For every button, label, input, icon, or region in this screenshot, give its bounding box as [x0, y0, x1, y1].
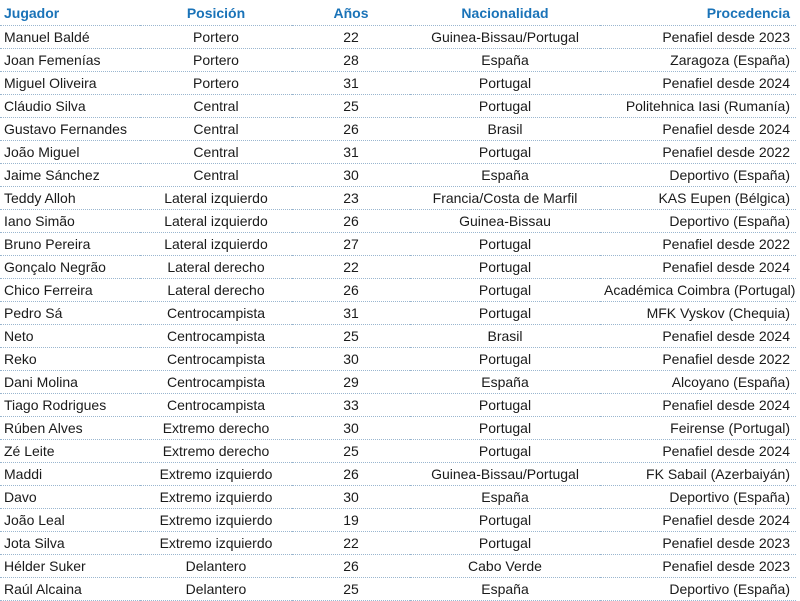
- table-row: [0, 233, 796, 256]
- cell-jugador: Chico Ferreira: [0, 279, 140, 302]
- cell-anos: 22: [292, 26, 410, 49]
- table-row: [0, 26, 796, 49]
- cell-procedencia: FK Sabail (Azerbaiyán): [600, 463, 796, 486]
- table-row: [0, 509, 796, 532]
- cell-procedencia: Politehnica Iasi (Rumanía): [600, 95, 796, 118]
- cell-jugador: Tiago Rodrigues: [0, 394, 140, 417]
- cell-anos: 31: [292, 141, 410, 164]
- cell-procedencia: Penafiel desde 2022: [600, 233, 796, 256]
- table-row: [0, 555, 796, 578]
- cell-nacionalidad: Portugal: [410, 532, 600, 555]
- cell-nacionalidad: Brasil: [410, 325, 600, 348]
- cell-posicion: Extremo izquierdo: [140, 463, 292, 486]
- cell-procedencia: Zaragoza (España): [600, 49, 796, 72]
- cell-anos: 19: [292, 509, 410, 532]
- cell-procedencia: Penafiel desde 2024: [600, 440, 796, 463]
- cell-nacionalidad: Portugal: [410, 141, 600, 164]
- cell-nacionalidad: España: [410, 49, 600, 72]
- cell-procedencia: Penafiel desde 2024: [600, 256, 796, 279]
- cell-jugador: Miguel Oliveira: [0, 72, 140, 95]
- cell-procedencia: Penafiel desde 2024: [600, 394, 796, 417]
- cell-nacionalidad: Portugal: [410, 394, 600, 417]
- cell-posicion: Extremo izquierdo: [140, 486, 292, 509]
- cell-nacionalidad: Portugal: [410, 348, 600, 371]
- cell-jugador: Cláudio Silva: [0, 95, 140, 118]
- cell-nacionalidad: España: [410, 371, 600, 394]
- cell-jugador: Neto: [0, 325, 140, 348]
- cell-posicion: Central: [140, 164, 292, 187]
- cell-nacionalidad: Francia/Costa de Marfil: [410, 187, 600, 210]
- cell-procedencia: Penafiel desde 2022: [600, 141, 796, 164]
- cell-anos: 22: [292, 532, 410, 555]
- cell-posicion: Extremo derecho: [140, 440, 292, 463]
- cell-jugador: Zé Leite: [0, 440, 140, 463]
- cell-nacionalidad: España: [410, 164, 600, 187]
- table-row: [0, 279, 796, 302]
- cell-anos: 28: [292, 49, 410, 72]
- cell-anos: 26: [292, 210, 410, 233]
- cell-nacionalidad: Portugal: [410, 72, 600, 95]
- cell-posicion: Delantero: [140, 555, 292, 578]
- header-posicion: Posición: [140, 0, 292, 26]
- table-row: [0, 325, 796, 348]
- table-header: [0, 0, 796, 26]
- cell-anos: 26: [292, 279, 410, 302]
- table-row: [0, 256, 796, 279]
- table-body: [0, 26, 796, 601]
- cell-anos: 23: [292, 187, 410, 210]
- table-row: [0, 49, 796, 72]
- cell-procedencia: Académica Coimbra (Portugal): [600, 279, 796, 302]
- header-procedencia: Procedencia: [600, 0, 796, 26]
- cell-posicion: Centrocampista: [140, 302, 292, 325]
- table-row: [0, 417, 796, 440]
- cell-nacionalidad: Portugal: [410, 509, 600, 532]
- cell-anos: 25: [292, 325, 410, 348]
- cell-procedencia: Deportivo (España): [600, 578, 796, 601]
- cell-procedencia: Deportivo (España): [600, 210, 796, 233]
- table-row: [0, 440, 796, 463]
- cell-anos: 26: [292, 463, 410, 486]
- table-row: [0, 578, 796, 601]
- cell-jugador: Manuel Baldé: [0, 26, 140, 49]
- cell-procedencia: Penafiel desde 2022: [600, 348, 796, 371]
- cell-anos: 25: [292, 95, 410, 118]
- cell-jugador: Gonçalo Negrão: [0, 256, 140, 279]
- table-row: [0, 463, 796, 486]
- cell-posicion: Lateral izquierdo: [140, 233, 292, 256]
- cell-jugador: João Miguel: [0, 141, 140, 164]
- cell-jugador: Gustavo Fernandes: [0, 118, 140, 141]
- cell-anos: 27: [292, 233, 410, 256]
- cell-posicion: Central: [140, 95, 292, 118]
- cell-jugador: Jaime Sánchez: [0, 164, 140, 187]
- table-row: [0, 118, 796, 141]
- cell-nacionalidad: Portugal: [410, 440, 600, 463]
- cell-anos: 22: [292, 256, 410, 279]
- cell-posicion: Central: [140, 141, 292, 164]
- cell-posicion: Extremo izquierdo: [140, 509, 292, 532]
- cell-anos: 31: [292, 72, 410, 95]
- cell-posicion: Centrocampista: [140, 371, 292, 394]
- cell-procedencia: Deportivo (España): [600, 164, 796, 187]
- cell-posicion: Lateral izquierdo: [140, 187, 292, 210]
- cell-nacionalidad: Brasil: [410, 118, 600, 141]
- cell-anos: 25: [292, 578, 410, 601]
- table-row: [0, 348, 796, 371]
- cell-anos: 26: [292, 555, 410, 578]
- cell-jugador: Pedro Sá: [0, 302, 140, 325]
- header-nacionalidad: Nacionalidad: [410, 0, 600, 26]
- cell-procedencia: Penafiel desde 2023: [600, 555, 796, 578]
- cell-posicion: Centrocampista: [140, 394, 292, 417]
- cell-jugador: João Leal: [0, 509, 140, 532]
- table-row: [0, 95, 796, 118]
- header-row: [0, 0, 796, 26]
- cell-nacionalidad: España: [410, 578, 600, 601]
- cell-procedencia: Penafiel desde 2024: [600, 509, 796, 532]
- table-row: [0, 187, 796, 210]
- cell-nacionalidad: Portugal: [410, 95, 600, 118]
- cell-posicion: Central: [140, 118, 292, 141]
- cell-jugador: Iano Simão: [0, 210, 140, 233]
- cell-procedencia: KAS Eupen (Bélgica): [600, 187, 796, 210]
- cell-jugador: Bruno Pereira: [0, 233, 140, 256]
- cell-procedencia: Alcoyano (España): [600, 371, 796, 394]
- cell-jugador: Reko: [0, 348, 140, 371]
- cell-procedencia: Deportivo (España): [600, 486, 796, 509]
- cell-anos: 33: [292, 394, 410, 417]
- cell-nacionalidad: Guinea-Bissau: [410, 210, 600, 233]
- table-row: [0, 486, 796, 509]
- cell-jugador: Maddi: [0, 463, 140, 486]
- cell-posicion: Portero: [140, 49, 292, 72]
- header-anos: Años: [292, 0, 410, 26]
- cell-anos: 30: [292, 486, 410, 509]
- cell-procedencia: Penafiel desde 2024: [600, 325, 796, 348]
- cell-anos: 31: [292, 302, 410, 325]
- cell-posicion: Lateral derecho: [140, 256, 292, 279]
- cell-nacionalidad: Guinea-Bissau/Portugal: [410, 463, 600, 486]
- cell-anos: 25: [292, 440, 410, 463]
- cell-anos: 29: [292, 371, 410, 394]
- cell-anos: 30: [292, 417, 410, 440]
- table-row: [0, 532, 796, 555]
- cell-procedencia: MFK Vyskov (Chequia): [600, 302, 796, 325]
- cell-anos: 30: [292, 348, 410, 371]
- cell-posicion: Centrocampista: [140, 325, 292, 348]
- cell-posicion: Extremo derecho: [140, 417, 292, 440]
- cell-nacionalidad: Portugal: [410, 256, 600, 279]
- table-row: [0, 72, 796, 95]
- cell-posicion: Portero: [140, 26, 292, 49]
- cell-posicion: Delantero: [140, 578, 292, 601]
- cell-jugador: Hélder Suker: [0, 555, 140, 578]
- cell-procedencia: Penafiel desde 2023: [600, 532, 796, 555]
- table-row: [0, 141, 796, 164]
- cell-nacionalidad: Cabo Verde: [410, 555, 600, 578]
- table-row: [0, 394, 796, 417]
- cell-nacionalidad: Guinea-Bissau/Portugal: [410, 26, 600, 49]
- cell-posicion: Portero: [140, 72, 292, 95]
- cell-jugador: Dani Molina: [0, 371, 140, 394]
- cell-anos: 26: [292, 118, 410, 141]
- cell-nacionalidad: Portugal: [410, 302, 600, 325]
- cell-procedencia: Feirense (Portugal): [600, 417, 796, 440]
- cell-jugador: Davo: [0, 486, 140, 509]
- cell-procedencia: Penafiel desde 2024: [600, 118, 796, 141]
- cell-nacionalidad: Portugal: [410, 279, 600, 302]
- table-row: [0, 371, 796, 394]
- table-row: [0, 164, 796, 187]
- cell-nacionalidad: Portugal: [410, 233, 600, 256]
- cell-jugador: Raúl Alcaina: [0, 578, 140, 601]
- cell-jugador: Joan Femenías: [0, 49, 140, 72]
- cell-nacionalidad: Portugal: [410, 417, 600, 440]
- cell-posicion: Extremo izquierdo: [140, 532, 292, 555]
- cell-nacionalidad: España: [410, 486, 600, 509]
- table-row: [0, 210, 796, 233]
- header-jugador: Jugador: [0, 0, 140, 26]
- cell-jugador: Rúben Alves: [0, 417, 140, 440]
- cell-anos: 30: [292, 164, 410, 187]
- cell-jugador: Teddy Alloh: [0, 187, 140, 210]
- cell-procedencia: Penafiel desde 2024: [600, 72, 796, 95]
- cell-procedencia: Penafiel desde 2023: [600, 26, 796, 49]
- table-row: [0, 302, 796, 325]
- cell-jugador: Jota Silva: [0, 532, 140, 555]
- cell-posicion: Centrocampista: [140, 348, 292, 371]
- cell-posicion: Lateral derecho: [140, 279, 292, 302]
- cell-posicion: Lateral izquierdo: [140, 210, 292, 233]
